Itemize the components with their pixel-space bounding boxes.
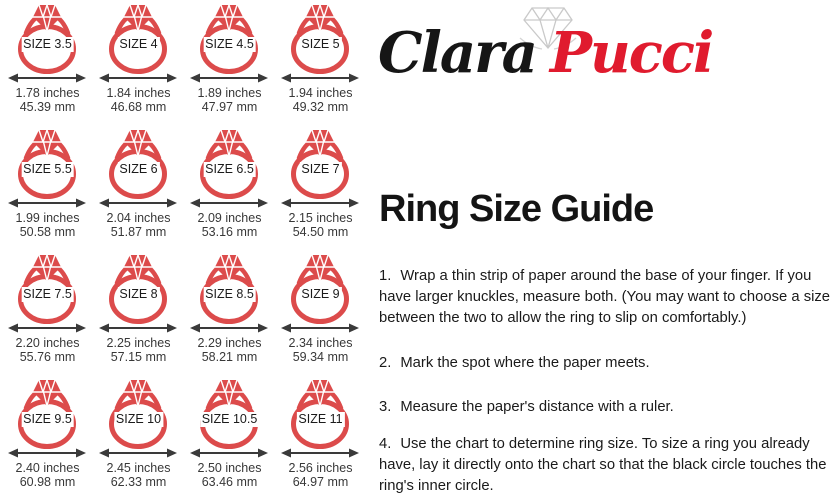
instruction-step-3	[379, 397, 836, 418]
ring-size-cell	[2, 125, 93, 250]
diameter-inches: 2.50 inches	[197, 461, 262, 475]
diameter-inches: 1.78 inches	[15, 86, 80, 100]
diameter-inches: 1.89 inches	[197, 86, 262, 100]
ring-icon	[93, 375, 184, 461]
ring-size-cell	[2, 0, 93, 125]
width-arrow-icon	[8, 324, 86, 333]
ring-size-label: SIZE 11	[298, 412, 343, 426]
ring-size-cell	[2, 375, 93, 500]
instruction-step-2	[379, 353, 836, 374]
ring-size-label: SIZE 7.5	[23, 287, 72, 301]
width-arrow-icon	[281, 449, 359, 458]
ring-icon	[184, 0, 275, 86]
ring-size-cell	[275, 375, 366, 500]
width-arrow-icon	[99, 74, 177, 83]
diameter-mm: 45.39 mm	[19, 100, 76, 114]
step-text: Mark the spot where the paper meets.	[400, 354, 650, 371]
width-arrow-icon	[190, 199, 268, 208]
ring-size-cell	[184, 250, 275, 375]
brand-name	[378, 14, 836, 92]
ring-icon	[2, 250, 93, 336]
ring-size-cell	[275, 125, 366, 250]
ring-size-label: SIZE 6	[119, 162, 158, 176]
ring-size-label: SIZE 3.5	[23, 37, 72, 51]
width-arrow-icon	[281, 74, 359, 83]
width-arrow-icon	[281, 199, 359, 208]
step-number: 4.	[379, 435, 392, 452]
step-number: 2.	[379, 354, 392, 371]
diameter-mm: 54.50 mm	[292, 225, 349, 239]
ring-icon	[184, 125, 275, 211]
width-arrow-icon	[190, 324, 268, 333]
ring-size-label: SIZE 6.5	[205, 162, 254, 176]
ring-icon	[184, 250, 275, 336]
diameter-mm: 50.58 mm	[19, 225, 76, 239]
page-title: Ring Size Guide	[379, 188, 654, 230]
ring-icon	[93, 125, 184, 211]
ring-size-cell	[275, 250, 366, 375]
ring-size-label: SIZE 4.5	[205, 37, 254, 51]
ring-size-label: SIZE 5	[301, 37, 340, 51]
ring-icon	[184, 375, 275, 461]
diameter-inches: 2.25 inches	[106, 336, 171, 350]
ring-size-cell	[184, 375, 275, 500]
guide-panel	[378, 0, 836, 501]
ring-icon	[275, 250, 366, 336]
diameter-mm: 49.32 mm	[292, 100, 349, 114]
diameter-inches: 2.20 inches	[15, 336, 80, 350]
ring-size-label: SIZE 8.5	[205, 287, 254, 301]
ring-size-label: SIZE 10.5	[201, 412, 258, 426]
ring-size-cell	[93, 375, 184, 500]
diameter-mm: 55.76 mm	[19, 350, 76, 364]
diameter-mm: 64.97 mm	[292, 475, 349, 489]
ring-size-chart	[2, 0, 368, 500]
diameter-mm: 63.46 mm	[201, 475, 258, 489]
width-arrow-icon	[8, 74, 86, 83]
width-arrow-icon	[99, 199, 177, 208]
step-text: Use the chart to determine ring size. To size a ring you already have, lay it directly onto the chart so that the black circle touches the ring's inner circle.	[379, 435, 827, 494]
step-text: Measure the paper's distance with a ruler.	[400, 398, 674, 415]
brand-name-second: Pucci	[549, 20, 713, 86]
width-arrow-icon	[99, 324, 177, 333]
diameter-mm: 59.34 mm	[292, 350, 349, 364]
instruction-step-1	[379, 266, 836, 329]
diameter-mm: 53.16 mm	[201, 225, 258, 239]
ring-size-cell	[93, 250, 184, 375]
ring-size-cell	[93, 0, 184, 125]
diameter-mm: 58.21 mm	[201, 350, 258, 364]
width-arrow-icon	[8, 199, 86, 208]
diameter-mm: 62.33 mm	[110, 475, 167, 489]
ring-icon	[275, 375, 366, 461]
ring-icon	[93, 0, 184, 86]
width-arrow-icon	[190, 449, 268, 458]
width-arrow-icon	[281, 324, 359, 333]
width-arrow-icon	[190, 74, 268, 83]
ring-icon	[2, 375, 93, 461]
diameter-mm: 60.98 mm	[19, 475, 76, 489]
step-number: 1.	[379, 267, 392, 284]
diameter-inches: 2.34 inches	[288, 336, 353, 350]
brand-name-first: Clara	[378, 20, 536, 86]
diameter-inches: 1.94 inches	[288, 86, 353, 100]
diameter-inches: 2.45 inches	[106, 461, 171, 475]
ring-size-label: SIZE 9.5	[23, 412, 72, 426]
instruction-step-4	[379, 434, 836, 497]
width-arrow-icon	[8, 449, 86, 458]
ring-size-label: SIZE 9	[301, 287, 340, 301]
ring-size-label: SIZE 4	[119, 37, 158, 51]
ring-icon	[2, 0, 93, 86]
diameter-inches: 1.84 inches	[106, 86, 171, 100]
diameter-mm: 51.87 mm	[110, 225, 167, 239]
diameter-inches: 2.29 inches	[197, 336, 262, 350]
diameter-inches: 1.99 inches	[15, 211, 80, 225]
diameter-inches: 2.09 inches	[197, 211, 262, 225]
ring-size-label: SIZE 8	[119, 287, 158, 301]
diameter-mm: 46.68 mm	[110, 100, 167, 114]
ring-icon	[275, 0, 366, 86]
ring-icon	[275, 125, 366, 211]
diameter-mm: 47.97 mm	[201, 100, 258, 114]
ring-size-label: SIZE 7	[301, 162, 340, 176]
brand-logo	[378, 0, 836, 110]
diameter-mm: 57.15 mm	[110, 350, 167, 364]
ring-icon	[2, 125, 93, 211]
ring-size-cell	[2, 250, 93, 375]
ring-size-label: SIZE 5.5	[23, 162, 72, 176]
width-arrow-icon	[99, 449, 177, 458]
step-text: Wrap a thin strip of paper around the base of your finger. If you have larger knuckles, measure both. (You may want to choose a size between the two to allow the ring to slip on comfortably.)	[379, 267, 831, 326]
ring-size-cell	[93, 125, 184, 250]
ring-size-cell	[275, 0, 366, 125]
ring-size-label: SIZE 10	[115, 412, 162, 426]
diameter-inches: 2.40 inches	[15, 461, 80, 475]
step-number: 3.	[379, 398, 392, 415]
diameter-inches: 2.15 inches	[288, 211, 353, 225]
ring-icon	[93, 250, 184, 336]
ring-size-cell	[184, 0, 275, 125]
ring-size-cell	[184, 125, 275, 250]
diameter-inches: 2.04 inches	[106, 211, 171, 225]
diameter-inches: 2.56 inches	[288, 461, 353, 475]
